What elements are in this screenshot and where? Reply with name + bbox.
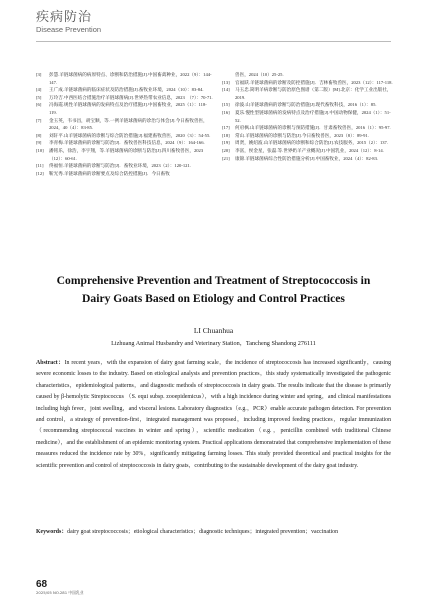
reference-item [36,101,214,116]
reference-item [36,139,214,147]
reference-item [222,155,394,163]
reference-text: 徐波.山羊链球菌病的诊断与防治措施[J].现代畜牧科技，2016（1）：85. [235,102,377,108]
reference-text: 兽医，2024（10）25-25. [235,72,284,77]
reference-item [36,132,214,140]
reference-number: [20] [222,147,230,153]
abstract [36,358,391,472]
reference-text: 金玉英，韦书昌，胡宝顺，等.一例羊链球菌病的诊治与体会[J].今日畜牧兽医， 2024，40（4）：83-85. [49,117,211,131]
reference-number: [13] [222,79,230,85]
references-right-column [222,71,394,162]
reference-item [222,86,394,101]
reference-text: 万玲吉.中西医结合措施治疗羊链球菌病[J].世界热带农业信息，2023 （7）：70-71. [49,94,213,100]
reference-text: 潘铭乐，徐浩，李宇翔，等.羊链球菌病的诊断与防治[J].四川畜牧兽医，2023（12）：60-61. [49,147,204,161]
reference-item [222,139,394,147]
abstract-label: Abstract： [36,360,65,366]
reference-item [222,132,394,140]
reference-item [222,71,394,79]
reference-item [222,79,394,87]
keywords-label: Keywords： [36,529,68,535]
reference-text: 官福跃.羊链球菌病的诊断及防控措施[J]．吉林畜牧兽医，2023（12）：117-118. [235,79,393,85]
reference-number: [3] [36,72,42,77]
page-footer [36,579,84,596]
reference-text: 常山.羊链球菌病的诊断与防治[J].今日畜牧兽医，2023（8）：89-91. [235,132,369,138]
reference-number: [14] [222,87,230,93]
reference-number: [12] [36,170,44,176]
reference-item [36,170,214,178]
reference-text: 靳光秀.羊链球菌病的诊断要点及综合防控措施[J]．今日畜牧 [49,170,170,176]
journal-info: 2025/05 NO.281 中国乳业 [36,590,84,595]
article-title-line: Comprehensive Prevention and Treatment of Streptococcosis in [56,274,371,287]
reference-number: [6] [36,102,42,108]
reference-text: 李富，侯金星，张磊.等.世界奶羊产业概况[J].中国乳业，2024（12）：8-14. [235,147,384,153]
reference-item [36,162,214,170]
reference-number: [19] [222,140,230,146]
reference-number: [16] [222,109,230,115]
reference-item [222,109,394,124]
reference-number: [5] [36,94,42,100]
reference-item [36,86,214,94]
reference-number: [21] [222,155,230,161]
reference-number: [10] [36,147,44,153]
reference-text: 马玉忠.简明羊病诊断与防治原色图谱（第二版）[M].北京：化学工业出版社，2019. [235,87,392,100]
reference-text: 夏乐.慢性型链球菌病的发病特点及治疗措施[J].中国动物保健，2024（1）：51-52. [235,109,391,123]
reference-text: 李青梅.羊链球菌病的诊断与防治[J]．畜牧兽医科技信息，2024（9）：164-166. [49,140,205,146]
reference-number: [9] [36,140,42,146]
author-name: LI Chuanhua [193,326,234,335]
author-affiliation: Lizhuang Animal Husbandry and Veterinary Station，Tancheng Shandong 276111 [111,340,316,347]
article-title [40,272,387,308]
reference-text: 冯海霞.规性羊链球菌病的发病特点及治疗措施[J].中国畜牧业，2025（1）：118-119. [49,102,207,115]
reference-number: [8] [36,132,42,138]
reference-number: [11] [36,163,44,169]
section-title-en: Disease Prevention [36,25,102,34]
reference-text: 康锦.羊链球菌病综合性防治措施分析[J].中国畜牧业，2024（4）：82-83. [235,155,379,161]
section-header [36,10,101,35]
reference-text: 彭慧.羊链球菌病的病原特点、诊断和防治措施[J].中国畜禽种业，2022（9）：144-147. [49,72,212,85]
article-title-line: Dairy Goats Based on Etiology and Control Practices [82,292,345,305]
abstract-text: In recent years，with the expansion of dairy goat farming scale，the incidence of streptococcosis has increased significantly，causing severe economic losses to the industry. Based on etiological analysis and prevention practices，this study systematically investigated the pathogenic characteristics，epidemiological patterns，and diagnostic methods of streptococcosis in dairy goats. The results indicate that the disease is primarily caused by β-hemolytic Streptococcus （S. equi subsp. zooepidemicus），with a high incidence during winter and spring，and clinical manifestations including high fever，joint swelling，and visceral lesions. Laboratory diagnostics（e.g.，PCR）enable accurate pathogen detection. For prevention and control，a strategy of prevention-first，integrated management was proposed，including improved feeding practices，regular immunization（recommending streptococcal vaccines in winter and spring），scientific medication（e.g.，penicillin combined with traditional Chinese medicine），and the establishment of an epidemic monitoring system. Practical applications demonstrated that comprehensive implementation of these measures reduced the incidence rate by 30%，significantly mitigating farming losses. This study provided theoretical and practical insights for the scientific prevention and control of streptococcosis in dairy goats，contributing to the sustainable development of the dairy goat industry. [36,360,391,469]
reference-number: [17] [222,125,230,131]
reference-item [36,71,214,86]
reference-item [36,117,214,132]
reference-number: [7] [36,117,42,123]
reference-text: 刘轩平.山羊链球菌病的诊断与综合防治措施[J].福建畜牧兽医，2020（3）：54-55. [49,132,211,138]
section-title-zh: 疾病防治 [36,10,93,25]
reference-text: 何府枫.山羊链球菌病的诊断与预防措施[J]．甘肃畜牧兽医，2016（1）：95-97. [235,125,391,131]
references-left-column [36,71,214,177]
reference-text: 王广成.羊链球菌病的临床症状及防治措施[J].畜牧业环境，2024（10）：83-84. [49,87,204,93]
header-divider [36,41,391,42]
reference-item [222,147,394,155]
reference-item [36,94,214,102]
page-number: 68 [36,579,48,590]
reference-item [222,101,394,109]
reference-item [222,124,394,132]
reference-number: [15] [222,102,230,108]
reference-text: 周贤，姚绍波.山羊链球菌病的诊断和综合防治[J].农技服务，2015（2）：137. [235,140,388,146]
reference-text: 佟福恒.羊链球菌病的诊断与防治[J]．畜牧业环境，2023（2）：120-121. [49,163,191,169]
keywords [36,527,391,538]
reference-item [36,147,214,162]
keywords-text: dairy goat streptococcosis；etiological characteristics；diagnostic techniques；integrated prevention；vaccination [67,529,339,535]
reference-number [222,71,235,79]
reference-number: [4] [36,87,42,93]
reference-number: [18] [222,132,230,138]
